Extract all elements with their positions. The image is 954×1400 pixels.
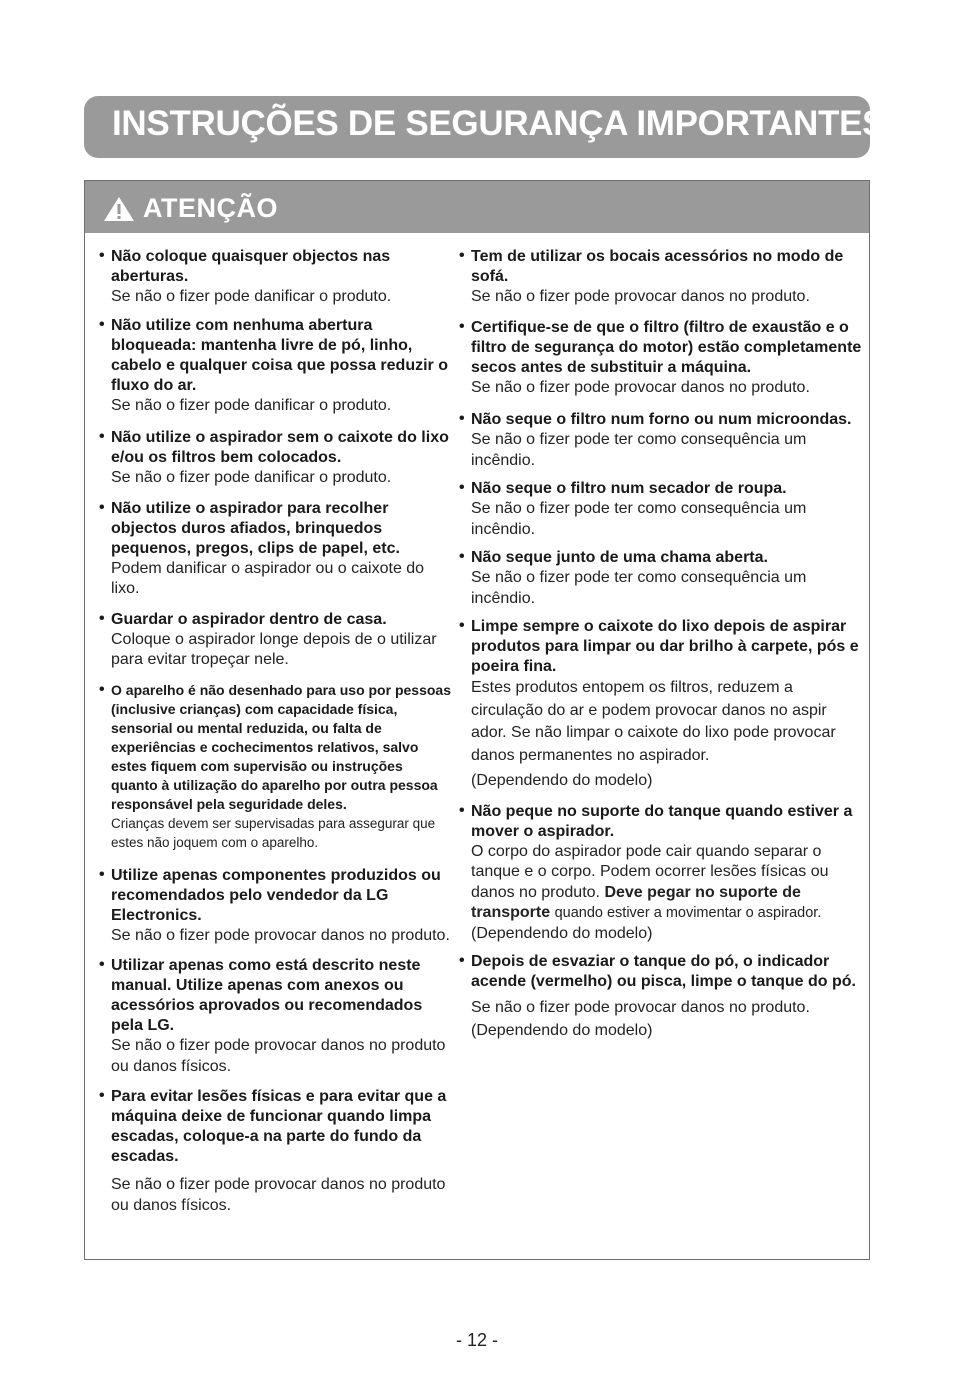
item-body: Crianças devem ser supervisadas para assegurar que estes não joquem com o aparelho.	[111, 815, 436, 850]
item-note: (Dependendo do modelo)	[471, 772, 653, 789]
title-banner	[84, 96, 886, 158]
item-heading: • Não utilize o aspirador para recolher objectos duros afiados, brinquedos pequenos, pregos, clips de papel, etc.	[111, 499, 400, 557]
list-item	[457, 952, 863, 1041]
list-item	[457, 318, 863, 399]
item-heading: • Não peque no suporte do tanque quando estiver a mover o aspirador.	[471, 802, 853, 840]
item-heading: • Não seque o filtro num secador de roupa.	[471, 480, 787, 497]
item-heading: • Certifique-se de que o filtro (filtro de exaustão e o filtro de segurança do motor) estão completamente secos antes de substituir a máquina.	[471, 318, 862, 376]
item-heading: • Guardar o aspirador dentro de casa.	[111, 610, 387, 628]
item-body: Coloque o aspirador longe depois de o utilizar para evitar tropeçar nele.	[111, 630, 437, 668]
item-body-tail: quando estiver a movimentar o aspirador.	[554, 905, 822, 921]
list-item	[457, 802, 863, 945]
item-heading: • Não seque o filtro num forno ou num microondas.	[471, 411, 852, 428]
item-note: (Dependendo do modelo)	[471, 1021, 653, 1039]
item-body: Se não o fizer pode danificar o produto.	[111, 469, 392, 486]
item-heading: • Limpe sempre o caixote do lixo depois de aspirar produtos para limpar ou dar brilho à carpete, pós e poeira fina.	[471, 618, 859, 675]
item-body: Se não o fizer pode danificar o produto.	[111, 288, 392, 305]
section-title: ATENÇÃO	[143, 193, 278, 223]
list-item	[97, 1087, 453, 1216]
list-item	[97, 428, 453, 489]
item-body: Se não o fizer pode ter como consequência um incêndio.	[471, 569, 807, 607]
warning-triangle-icon	[103, 196, 135, 222]
item-body-bold: Deve pegar no suporte de transporte	[471, 883, 801, 921]
warning-header	[85, 181, 869, 233]
item-heading: • Não utilize com nenhuma abertura bloqueada: mantenha livre de pó, linho, cabelo e qualquer coisa que possa reduzir o fluxo do ar.	[111, 316, 448, 394]
page-number: - 12 -	[455, 1330, 498, 1350]
item-body: Se não o fizer pode ter como consequência um incêndio.	[471, 431, 807, 469]
item-heading: • Não seque junto de uma chama aberta.	[471, 549, 768, 566]
list-item	[97, 316, 453, 417]
list-item	[457, 617, 863, 792]
warning-panel	[84, 180, 870, 1260]
item-body: Se não o fizer pode danificar o produto.	[111, 396, 392, 414]
list-item	[457, 548, 863, 609]
list-item	[97, 866, 453, 947]
list-item	[97, 499, 453, 600]
item-heading: • Depois de esvaziar o tanque do pó, o indicador acende (vermelho) ou pisca, limpe o tanque do pó.	[471, 953, 856, 990]
list-item	[97, 247, 453, 308]
list-item	[457, 410, 863, 471]
list-item	[97, 610, 453, 671]
item-heading: • Não coloque quaisquer objectos nas aberturas.	[111, 248, 391, 285]
list-item	[97, 681, 453, 852]
item-body: Se não o fizer pode provocar danos no produto.	[471, 378, 810, 396]
item-heading: • Utilize apenas componentes produzidos ou recomendados pelo vendedor da LG Electronics.	[111, 866, 441, 924]
list-item	[457, 247, 863, 308]
item-heading: • Utilizar apenas como está descrito neste manual. Utilize apenas com anexos ou acessórios aprovados ou recomendados pela LG.	[111, 957, 423, 1034]
page-title: INSTRUÇÕES DE SEGURANÇA IMPORTANTES	[112, 104, 886, 143]
item-body: Estes produtos entopem os filtros, reduzem a circulação do ar e podem provocar danos no aspir ador. Se não limpar o caixote do lixo pode provocar danos permanentes no aspirador.	[471, 679, 836, 764]
list-item	[457, 479, 863, 540]
item-note: (Dependendo do modelo)	[471, 924, 653, 942]
item-body: Se não o fizer pode provocar danos no produto.	[471, 999, 810, 1016]
item-body: Se não o fizer pode provocar danos no produto.	[111, 926, 450, 944]
item-body: Podem danificar o aspirador ou o caixote do lixo.	[111, 559, 425, 597]
item-heading: • Não utilize o aspirador sem o caixote do lixo e/ou os filtros bem colocados.	[111, 429, 449, 466]
item-body: Se não o fizer pode provocar danos no produto ou danos físicos.	[111, 1037, 446, 1075]
item-body: Se não o fizer pode provocar danos no produto ou danos físicos.	[111, 1176, 446, 1214]
item-heading: • Para evitar lesões físicas e para evitar que a máquina deixe de funcionar quando limpa escadas, coloque-a na parte do fundo da escadas.	[111, 1088, 447, 1165]
item-body: Se não o fizer pode provocar danos no produto.	[471, 288, 810, 305]
left-column	[97, 247, 453, 1216]
item-body: Se não o fizer pode ter como consequência um incêndio.	[471, 500, 807, 538]
item-heading: • Tem de utilizar os bocais acessórios no modo de sofá.	[471, 248, 844, 285]
item-body-text: O corpo do aspirador pode cair quando separar o tanque e o corpo. Podem ocorrer lesões físicas ou danos no produto.	[471, 842, 829, 901]
item-heading: • O aparelho é não desenhado para uso por pessoas (inclusive crianças) com capacidade física, sensorial ou mental reduzida, ou falta de experiências e cochecimentos relativos, salvo estes fiquem com supervisão ou instruções quanto à utilização do aparelho por outra pessoa responsável pela seguridade deles.	[111, 681, 451, 812]
item-body	[471, 842, 863, 924]
right-column	[457, 247, 863, 1041]
list-item	[97, 956, 453, 1077]
